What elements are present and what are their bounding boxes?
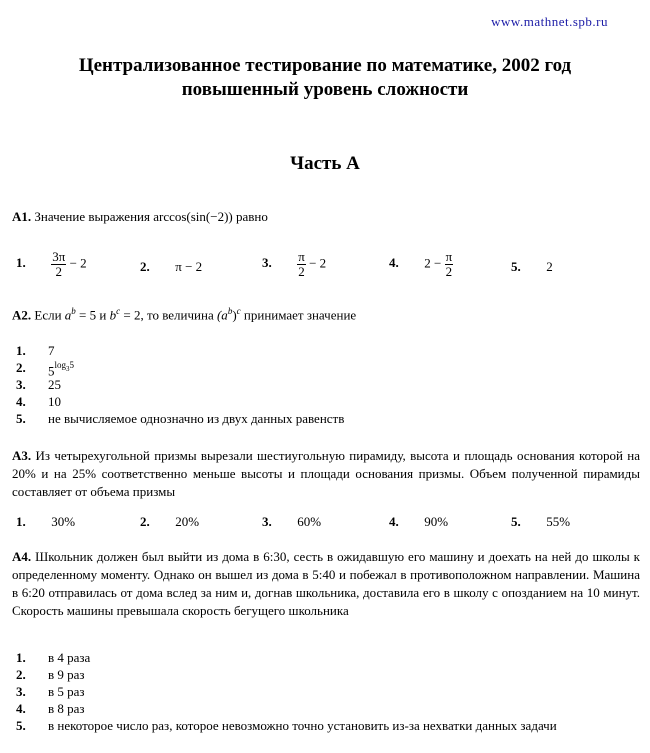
answer-option[interactable]	[16, 683, 557, 700]
option-number: 3.	[262, 255, 272, 271]
option-number: 5.	[16, 718, 26, 733]
question-text: Значение выражения	[34, 209, 150, 224]
option-number: 1.	[16, 343, 26, 358]
option-number: 4.	[389, 255, 399, 271]
option-value: 55%	[546, 514, 571, 529]
answer-option[interactable]	[16, 250, 87, 279]
option-value: 7	[48, 343, 55, 358]
option-number: 4.	[16, 701, 26, 716]
question-a3	[12, 447, 640, 501]
document-title	[0, 54, 650, 102]
option-value: в 8 раз	[48, 701, 85, 716]
base: 5	[48, 363, 55, 379]
answer-option[interactable]	[16, 649, 557, 666]
option-value: − 2	[309, 255, 327, 271]
fraction	[297, 250, 306, 279]
log-arg: 5	[69, 360, 75, 370]
fraction	[51, 250, 66, 279]
denominator: 2	[298, 264, 305, 279]
question-text: Школьник должен был выйти из дома в 6:30, сесть в ожидавшую его машину и доехать на ней до школы к определенному моменту. Однако он вышел из дома в 5:40 и побежал в противоположном направлении. Машина в 6:20 отправилась от дома вслед за ним и, догнав школьника, доставила его в школу с опозданием на 10 минут. Скорость машины превышала скорость бегущего школьника	[12, 549, 641, 618]
math-var: b	[109, 307, 117, 323]
option-value: в 9 раз	[48, 667, 85, 682]
numerator: π	[445, 249, 453, 264]
title-line-2: повышенный уровень сложности	[181, 79, 469, 100]
question-text: принимает значение	[243, 307, 357, 323]
answer-option[interactable]	[16, 410, 344, 427]
answer-option[interactable]	[16, 700, 557, 717]
option-number: 1.	[16, 650, 26, 665]
option-value: не вычисляемое однозначно из двух данных равенств	[48, 411, 345, 426]
part-heading: Часть А	[290, 153, 360, 174]
question-text: , то величина	[140, 307, 214, 323]
math-expression: arccos(sin(−2))	[153, 209, 233, 224]
answer-option[interactable]	[262, 514, 321, 530]
a2-options	[16, 342, 344, 427]
option-number: 3.	[262, 514, 272, 529]
answer-option[interactable]	[140, 514, 199, 530]
option-number: 5.	[16, 411, 26, 426]
question-label: A1.	[12, 209, 32, 224]
option-value: 10	[48, 394, 61, 409]
option-number: 4.	[16, 394, 26, 409]
title-line-1: Централизованное тестирование по математике, 2002 год	[78, 55, 572, 76]
numerator: π	[298, 249, 305, 264]
option-number: 4.	[389, 514, 399, 529]
math-exponent: b	[71, 306, 76, 316]
answer-option[interactable]	[16, 342, 344, 359]
math-expression: = 2	[123, 307, 141, 323]
option-number: 2.	[16, 667, 26, 682]
log-base: 3	[66, 364, 70, 373]
denominator: 2	[55, 264, 63, 279]
option-number: 1.	[16, 514, 26, 529]
math-exponent: b	[227, 306, 233, 316]
question-text: и	[99, 307, 107, 323]
question-label: A4.	[12, 549, 32, 564]
option-value: 30%	[51, 514, 76, 529]
denominator: 2	[445, 264, 453, 279]
question-text: Из четырехугольной призмы вырезали шестиугольную пирамиду, высота и площадь основания которой на 20% и на 25% соответственно меньше высоты и площади основания призмы. Объем полученной пирамиды составляет от объема призмы	[12, 448, 641, 499]
question-label: A2.	[12, 307, 32, 323]
math-expression: = 5	[79, 307, 97, 323]
answer-option[interactable]	[389, 514, 448, 530]
option-value: 2 −	[424, 255, 442, 271]
option-value: − 2	[69, 255, 87, 271]
answer-option[interactable]	[511, 259, 553, 275]
question-a2	[12, 306, 640, 323]
log-text: log	[54, 360, 67, 370]
option-number: 3.	[16, 684, 26, 699]
math-paren: )	[232, 307, 237, 323]
question-a1	[12, 209, 640, 225]
option-number: 5.	[511, 514, 521, 529]
answer-option[interactable]	[16, 717, 557, 734]
option-number: 2.	[16, 360, 26, 375]
option-value: 60%	[297, 514, 322, 529]
answer-option[interactable]	[16, 666, 557, 683]
answer-option[interactable]	[262, 250, 326, 279]
option-number: 2.	[140, 514, 150, 529]
option-value	[48, 359, 75, 379]
fraction	[445, 250, 454, 279]
answer-option[interactable]	[389, 250, 453, 279]
answer-option[interactable]	[511, 514, 570, 530]
option-value: в 4 раза	[48, 650, 91, 665]
option-value: π − 2	[175, 259, 203, 274]
answer-option[interactable]	[16, 393, 344, 410]
math-expression: (a	[216, 307, 228, 323]
question-label: A3.	[12, 448, 32, 463]
option-value: 20%	[175, 514, 200, 529]
option-value: 25	[48, 377, 61, 392]
math-exponent: c	[236, 306, 241, 316]
answer-option[interactable]	[140, 259, 202, 275]
option-number: 1.	[16, 255, 26, 271]
question-text-tail: равно	[236, 209, 268, 224]
option-value: 90%	[424, 514, 449, 529]
option-value: 2	[546, 259, 553, 274]
question-text: Если	[34, 307, 62, 323]
option-value: в некоторое число раз, которое невозможно точно установить из-за нехватки данных задачи	[48, 718, 557, 733]
option-value: в 5 раз	[48, 684, 85, 699]
math-var: a	[64, 307, 72, 323]
answer-option[interactable]	[16, 376, 344, 393]
option-number: 5.	[511, 259, 521, 274]
answer-option[interactable]	[16, 359, 344, 379]
answer-option[interactable]	[16, 514, 75, 530]
numerator: 3π	[52, 249, 66, 264]
option-number: 2.	[140, 259, 150, 274]
a4-options	[16, 649, 557, 734]
math-exponent: c	[116, 306, 121, 316]
option-number: 3.	[16, 377, 26, 392]
site-url[interactable]: www.mathnet.spb.ru	[491, 14, 608, 29]
question-a4	[12, 548, 640, 620]
